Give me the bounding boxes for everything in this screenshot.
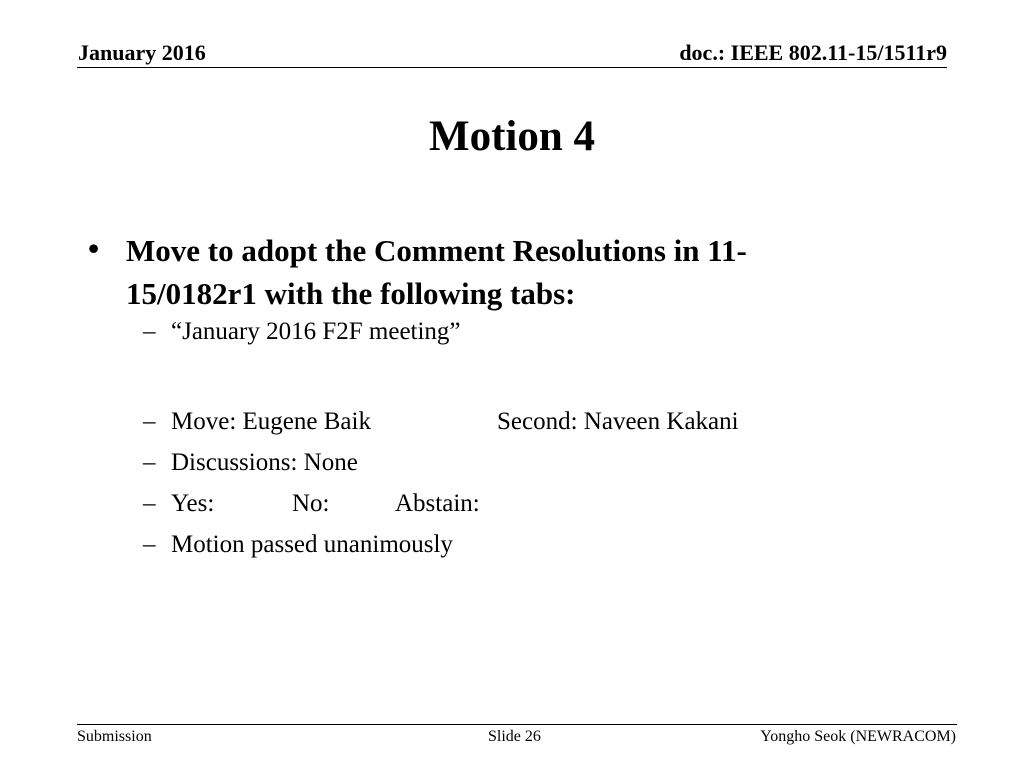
sub-item-dash: – xyxy=(143,490,156,517)
main-bullet-line-2: 15/0182r1 with the following tabs: xyxy=(126,276,576,311)
sub-item-dash: – xyxy=(143,318,156,345)
slide-title: Motion 4 xyxy=(428,113,596,160)
sub-item-move: Move: Eugene Baik xyxy=(171,408,371,435)
footer-divider xyxy=(77,724,957,725)
main-bullet-line-1: Move to adopt the Comment Resolutions in 11- xyxy=(126,233,747,268)
bullet-marker: • xyxy=(88,230,100,266)
sub-item-abstain: Abstain: xyxy=(395,490,480,517)
sub-item-dash: – xyxy=(143,408,156,435)
sub-item-result: Motion passed unanimously xyxy=(171,531,453,558)
header-divider xyxy=(77,67,947,68)
sub-item-dash: – xyxy=(143,449,156,476)
header-doc-id: doc.: IEEE 802.11-15/1511r9 xyxy=(679,40,947,65)
footer-author: Yongho Seok (NEWRACOM) xyxy=(760,728,956,745)
sub-item-no: No: xyxy=(292,490,330,517)
header-date: January 2016 xyxy=(78,40,206,65)
sub-item-discussions: Discussions: None xyxy=(171,449,358,476)
footer-submission: Submission xyxy=(77,728,152,745)
footer-slide-number: Slide 26 xyxy=(488,728,541,745)
sub-item-yes: Yes: xyxy=(171,490,215,517)
sub-item-tab-name: “January 2016 F2F meeting” xyxy=(171,318,461,345)
main-bullet-text xyxy=(126,229,846,315)
sub-item-dash: – xyxy=(143,531,156,558)
sub-item-second: Second: Naveen Kakani xyxy=(497,408,739,435)
